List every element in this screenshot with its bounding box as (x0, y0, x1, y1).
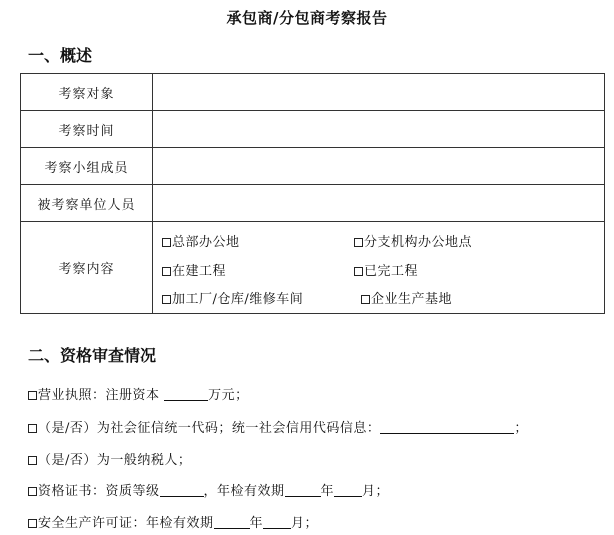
checkbox-headquarters[interactable] (162, 231, 240, 250)
option-label: 企业生产基地 (371, 292, 453, 307)
checkbox-icon (162, 238, 171, 247)
section-overview-heading: 一、概述 (28, 46, 93, 65)
team-members-field[interactable] (153, 148, 605, 185)
checkbox-icon (361, 295, 370, 304)
checkbox-icon[interactable] (28, 391, 37, 400)
checkbox-completed-projects[interactable] (354, 260, 418, 279)
item-text: 月； (291, 516, 319, 531)
row-label-inspected-staff: 被考察单位人员 (21, 185, 153, 222)
option-label: 总部办公地 (172, 235, 240, 250)
item-text: （是/否）为一般纳税人； (38, 453, 192, 468)
checkbox-icon (162, 267, 171, 276)
registered-capital-blank[interactable] (164, 388, 208, 401)
checkbox-icon (354, 238, 363, 247)
item-text: 资格证书：资质等级 (38, 484, 160, 499)
safety-validity-month-blank[interactable] (263, 516, 291, 529)
checkbox-icon[interactable] (28, 519, 37, 528)
credit-code-blank[interactable] (380, 421, 514, 434)
checkbox-icon (354, 267, 363, 276)
checkbox-icon[interactable] (28, 456, 37, 465)
overview-table (20, 73, 605, 314)
inspection-target-field[interactable] (153, 74, 605, 111)
item-text: ； (514, 421, 528, 436)
checkbox-branch-office[interactable] (354, 231, 472, 250)
item-text: （是/否）为社会征信统一代码；统一社会信用代码信息： (38, 421, 381, 436)
table-row (21, 185, 605, 222)
checkbox-icon[interactable] (28, 424, 37, 433)
item-text: 营业执照：注册资本 (38, 388, 165, 403)
item-safety-license (28, 512, 318, 531)
document-title: 承包商/分包商考察报告 (226, 9, 388, 27)
validity-year-blank[interactable] (285, 484, 321, 497)
option-label: 已完工程 (364, 264, 419, 279)
option-label: 在建工程 (172, 264, 227, 279)
table-row (21, 222, 605, 314)
item-text: 万元； (208, 388, 249, 403)
item-text: 年 (249, 516, 264, 531)
checkbox-production-base[interactable] (361, 288, 452, 307)
option-label: 分支机构办公地点 (364, 235, 473, 250)
option-label: 加工厂/仓库/维修车间 (172, 292, 304, 307)
item-text: 月； (362, 484, 390, 499)
item-text: 年 (320, 484, 335, 499)
item-credit-code (28, 417, 528, 436)
qualification-grade-blank[interactable] (160, 484, 204, 497)
inspection-time-field[interactable] (153, 111, 605, 148)
inspected-staff-field[interactable] (153, 185, 605, 222)
row-label-team-members: 考察小组成员 (21, 148, 153, 185)
row-label-inspection-time: 考察时间 (21, 111, 153, 148)
inspection-contents-cell (153, 222, 605, 314)
table-row (21, 111, 605, 148)
table-row (21, 74, 605, 111)
validity-month-blank[interactable] (334, 484, 362, 497)
item-text: ，年检有效期 (203, 484, 285, 499)
table-row (21, 148, 605, 185)
item-qualification-certificate (28, 480, 389, 499)
item-text: 安全生产许可证：年检有效期 (38, 516, 214, 531)
row-label-inspection-target: 考察对象 (21, 74, 153, 111)
checkbox-projects-under-construction[interactable] (162, 260, 226, 279)
checkbox-icon (162, 295, 171, 304)
safety-validity-year-blank[interactable] (214, 516, 250, 529)
row-label-inspection-contents: 考察内容 (21, 222, 153, 314)
item-general-taxpayer (28, 449, 191, 468)
checkbox-factory-warehouse-workshop[interactable] (162, 288, 303, 307)
item-business-license (28, 384, 249, 403)
section-qualification-heading: 二、资格审查情况 (28, 346, 157, 365)
checkbox-icon[interactable] (28, 487, 37, 496)
